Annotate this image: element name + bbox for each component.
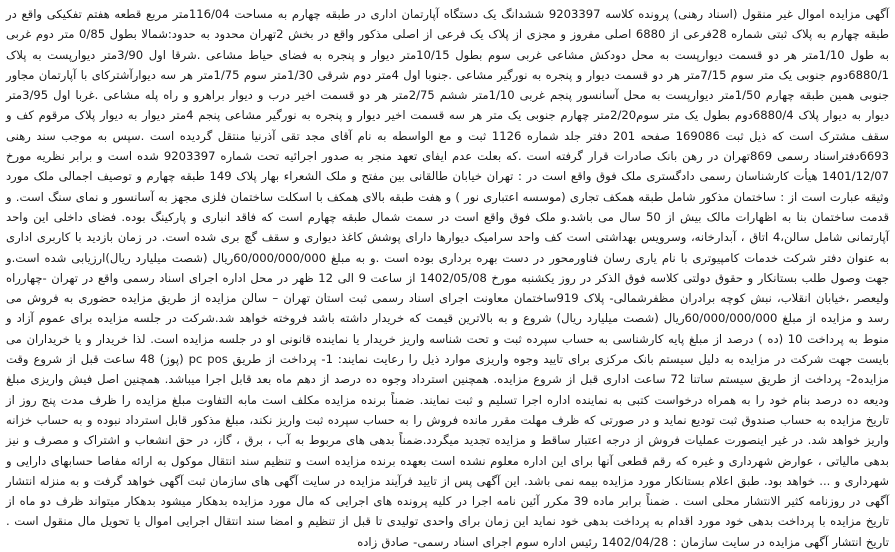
notice-body-text: آگهی مزایده اموال غیر منقول (اسناد رهنی) پرونده کلاسه 9203397 ششدانگ یک دستگاه آپارتمان اداری در طبقه چهارم به مساحت 116/04متر مربع قطعه هفتم تفکیکی واقع در طبقه چهارم به پلاک ثبتی شماره 28فرعی از 6880 اصلی مفروز و مجزی از پلاک یک فرعی از اصلی مذکور واقع در بخش 2تهران محدود به حدود:شمالا بطول 0/85 متر دوم غربی به طول 1/10متر هر دو قسمت دیوارپست به محل دودکش مشاعی غربی سوم بطول 10/15متر دیوار و پنجره به فضای حیاط مشاعی .شرقا اول 3/90متر دیوارپست به پلاک 6880/1دوم جنوبی یک متر سوم 7/15متر هر دو قسمت دیوار و پنجره به نورگیر مشاعی .جنوبا اول 4متر دوم شرقی 1/30متر سوم 1/75متر هر سه دیوارآشترکای با آپارتمان مجاور جنوبی همین طبقه چهارم 1/50متر دیوارپست به محل آسانسور پنجم غربی 1/10متر ششم 2/75متر هر دو قسمت اخیر درب و دیوار براهرو و راه پله مشاعی .غربا اول 3/95متر دیوار به دیوار پلاک 6880/4دوم بطول یک متر سوم2/20متر چهارم جنوبی یک متر هر سه قسمت اخیر دیوار و پنجره به نورگیر مشاعی پنجم 4متر دیوار به دیوار پلاک مرقوم کف و سقف مشترک است که ذیل ثبت 169086 صفحه 201 دفتر جلد شماره 1126 ثبت و مع الواسطه به نام آقای مجد تقی آذرنیا منتقل گردیده است .سپس به موجب سند رهنی 6693دفتراسناد رسمی 869تهران در رهن بانک صادرات قرار گرفته است .که بعلت عدم ایفای تعهد منجر به صدور اجرائیه تحت شماره 9203397 شده است و برابر نظریه مورخ 1401/12/07 هیأت کارشناسان رسمی دادگستری ملک فوق واقع است در : تهران خیابان طالقانی بین مفتح و ملک الشعراء بهار پلاک 149 طبقه چهارم و توصیف اجمالی ملک مورد وثیقه عبارت است از : ساختمان مذکور شامل طبقه همکف تجاری (موسسه اعتباری نور ) و هفت طبقه بالای همکف با اسکلت ساختمان فلزی مجهز به آسانسور و نمای سنگ است. و قدمت ساختمان بنا به اظهارات مالک بیش از 50 سال می باشد.و ملک فوق واقع است در سمت شمال طبقه چهارم است که فاقد انباری و پارکینگ بوده. فضای داخلی این واحد آپارتمانی شامل سالن،4 اتاق ، آبدارخانه، وسرویس بهداشتی است کف واحد سرامیک دیوارها دارای پوشش کاغذ دیواری و سقف گچ بری شده است. در زمان بازدید با کاربری اداری به عنوان دفتر شرکت خدمات کامپیوتری با نام یاری رسان فناورمحور در دست بهره برداری بوده است .و به مبلغ 60/000/000/000ریال (شصت میلیارد ریال)ارزیابی شده است.و جهت وصول طلب بستانکار و حقوق دولتی کلاسه فوق الذکر در روز یکشنبه مورخ 1402/05/08 از ساعت 9 الی 12 ظهر در محل اداره اجرای اسناد رسمی واقع در تهران -چهارراه ولیعصر ،خیابان انقلاب، نبش کوچه برادران مظفرشمالی- پلاک 919ساختمان معاونت اجرای اسناد رسمی ثبت استان تهران – سالن مزایده از طریق مزایده حضوری به فروش می رسد و مزایده از مبلغ 60/000/000/000ریال (شصت میلیارد ریال) شروع و به بالاترین قیمت که خریدار داشته باشد فروخته خواهد شد.شرکت در جلسه مزایده برای عموم آزاد و منوط به پرداخت 10 (ده ) درصد از مبلغ پایه کارشناسی به حساب سپرده ثبت و تحت شناسه واریز خریدار یا نماینده قانونی او در جلسه مزایده است. لذا خریدار و یا خریداران می بایست جهت شرکت در مزایده به دلیل سیستم بانک مرکزی برای تایید وجوه واریزی موارد ذیل را رعایت نمایند: 1- پرداخت از طریق pc pos (پوز) 48 ساعت قبل از شروع وقت مزایده2- پرداخت از طریق سیستم ساتنا 72 ساعت اداری قبل از شروع مزایده. همچنین استرداد وجوه ده درصد از دهم ماه بعد قابل اجرا میباشد. همچنین اصل فیش واریزی مبلغ ودیعه ده درصد بنام خود را به همراه درخواست کتبی به نماینده اداره اجرا تسلیم و ثبت نمایند. ضمناً برنده مزایده مکلف است مابه التفاوت مبلغ مزایده را ظرف مدت پنج روز از تاریخ مزایده به حساب صندوق ثبت تودیع نماید و در صورتی که ظرف مهلت مقرر مانده فروش را به حساب سپرده ثبت واریز نکند، مبلغ مذکور قابل استرداد نبوده و به حساب خزانه واریز خواهد شد. در غیر اینصورت عملیات فروش از درجه اعتبار ساقط و مزایده تجدید میگردد.ضمناً بدهی های مربوط به آب ، برق ، گاز، در حق انشعاب و اشتراک و مصرف و نیز بدهی مالیاتی ، عوارض شهرداری و غیره که رقم قطعی آنها برای این اداره معلوم نشده است بعهده برنده مزایده است و تنظیم سند انتقال موکول به ارائه مفاصا حسابهای دارایی و شهرداری و ... خواهد بود. طبق اعلام بستانکار مورد مزایده بیمه نمی باشد. این آگهی پس از تایید فرآیند مزایده در سایت آگهی های سازمان ثبت آگهی خواهد گرفت و به منزله انتشار آگهی در روزنامه کثیر الانتشار محلی است . ضمناً برابر ماده 39 مکرر آئین نامه اجرا در کلیه پرونده های اجرایی که مال مورد مزایده بدهکار میشود بدهکار میتواند ظرف دو ماه از تاریخ مزایده با پرداخت بدهی خود مورد اقدام به پرداخت بدهی خود نماید این زمان برای واحدی تولیدی تا قبل از تنظیم و امضا سند انتقال اجرایی اموال یا تحویل مال منقول است . تاریخ انتشار آگهی مزایده در سایت سازمان : 1402/04/28 رئیس اداره سوم اجرای اسناد رسمی- صادق زاده xyxy=(6,7,890,549)
auction-notice xyxy=(6,4,889,549)
